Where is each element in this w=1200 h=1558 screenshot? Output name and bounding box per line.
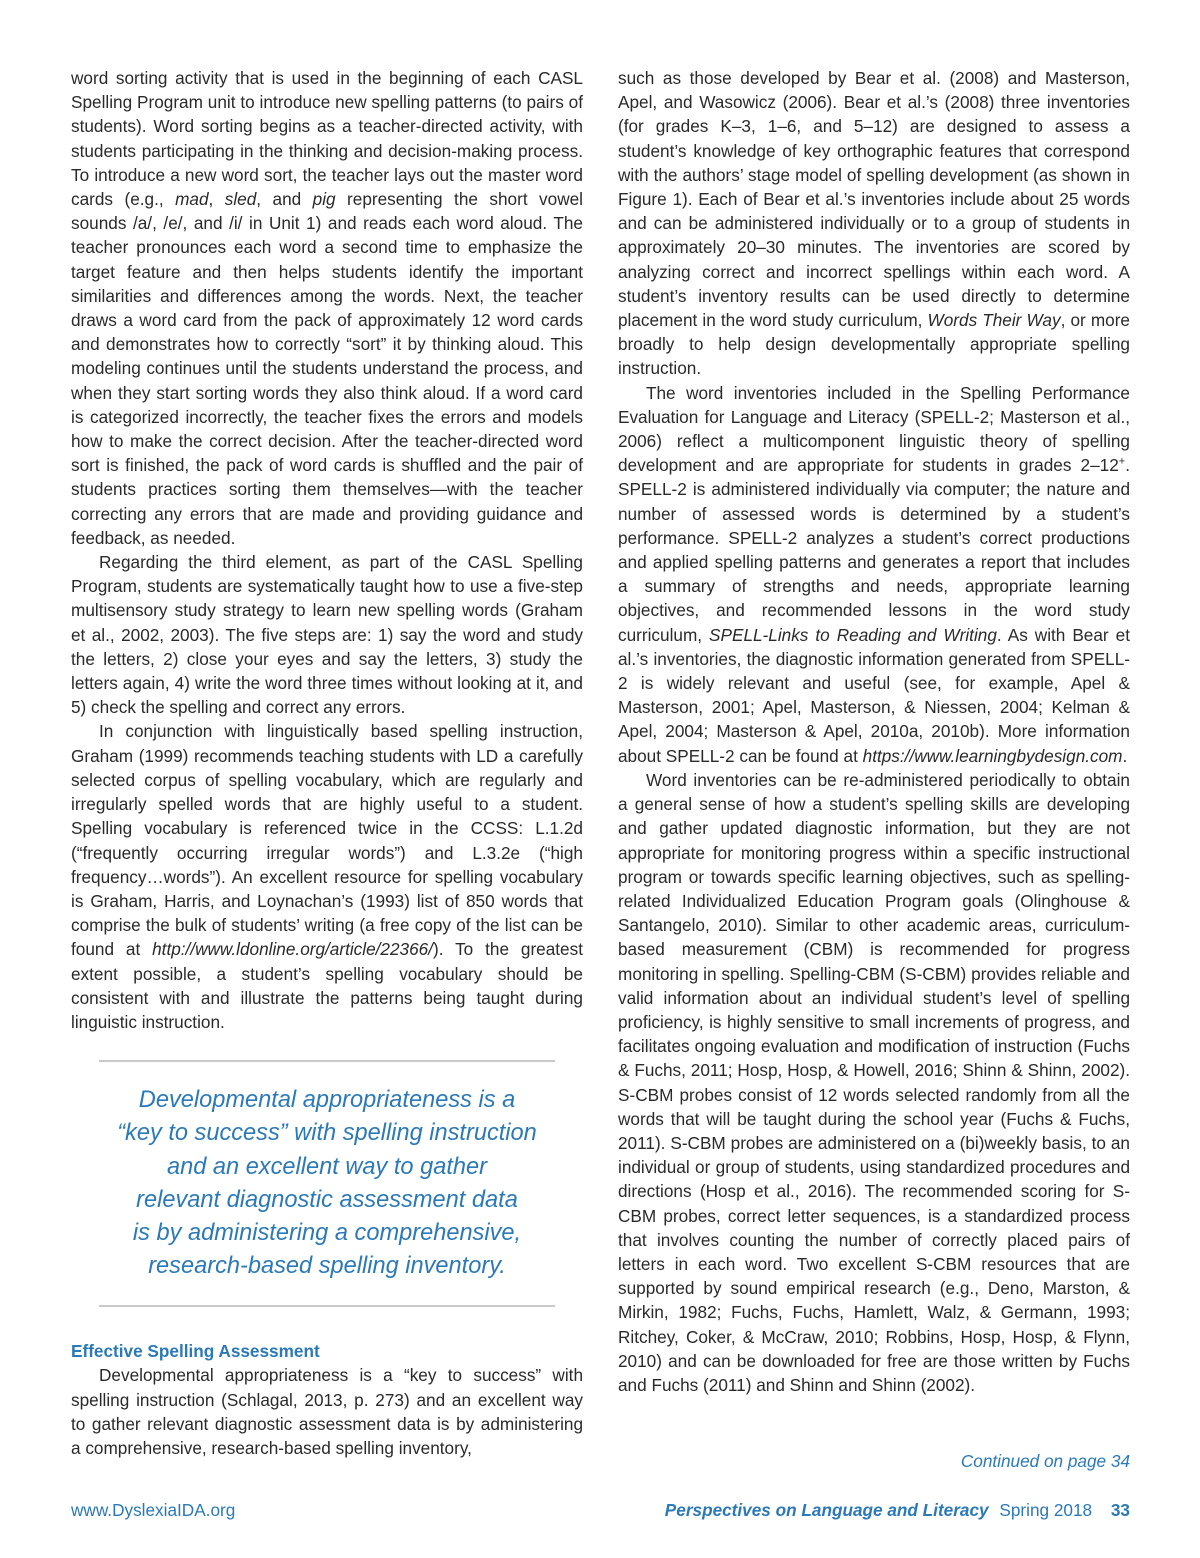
left-column <box>71 66 583 1460</box>
pull-quote <box>99 1060 555 1307</box>
ldonline-link[interactable]: http://www.ldonline.org/article/22366/ <box>152 939 434 960</box>
left-paragraph-3: In conjunction with linguistically based spelling instruction, Graham (1999) recommends teaching students with LD a carefully selected corpus of spelling vocabulary, which are regularly and irregularly spelled words that are highly useful to a student. Spelling vocabulary is referenced twice in the CCSS: L.1.2d (“frequently occurring irregular words”) and L.3.2e (“high frequency…words”). An excellent resource for spelling vocabulary is Graham, Harris, and Loynachan’s (1993) list of 850 words that comprise the bulk of students’ writing (a free copy of the list can be found at http://www.ldonline.org/article/22366/). To the greatest extent possible, a student’s spelling vocabulary should be consistent with and illustrate the patterns being taught during linguistic instruction. <box>71 721 583 1032</box>
pull-quote-line: “key to success” with spelling instruction <box>117 1120 537 1147</box>
continued-on-page[interactable]: Continued on page 34 <box>960 1451 1130 1471</box>
page-number: 33 <box>1110 1500 1130 1520</box>
right-column <box>618 66 1130 1397</box>
footer-publication-info <box>665 1500 1130 1521</box>
page-footer <box>71 1500 1130 1526</box>
pull-quote-line: Developmental appropriateness is a <box>138 1087 516 1114</box>
pull-quote-line: is by administering a comprehensive, <box>132 1219 522 1246</box>
pull-quote-line: relevant diagnostic assessment data <box>136 1186 518 1213</box>
left-paragraph-2: Regarding the third element, as part of the CASL Spelling Program, students are systematically taught how to use a five-step multisensory study strategy to learn new spelling words (Graham et al., 2002, 2003). The five steps are: 1) say the word and study the letters, 2) close your eyes and say the letters, 3) study the letters again, 4) write the word three times without looking at it, and 5) check the spelling and correct any errors. <box>71 552 583 718</box>
footer-website[interactable]: www.DyslexiaIDA.org <box>71 1500 236 1520</box>
left-paragraph-4: Developmental appropriateness is a “key to success” with spelling instruction (Schlagal, 2013, p. 273) and an excellent way to gather relevant diagnostic assessment data is by administering a comprehensive, research-based spelling inventory, <box>71 1365 583 1458</box>
footer-publication: Perspectives on Language and Literacy <box>664 1500 989 1520</box>
left-paragraph-1: word sorting activity that is used in the beginning of each CASL Spelling Program unit to introduce new spelling patterns (to pairs of students). Word sorting begins as a teacher-directed activity, with students participating in the thinking and decision-making process. To introduce a new word sort, the teacher lays out the master word cards (e.g., mad, sled, and pig representing the short vowel sounds /a/, /e/, and /i/ in Unit 1) and reads each word aloud. The teacher pronounces each word a second time to emphasize the target feature and then helps students identify the important similarities and differences among the words. Next, the teacher draws a word card from the pack of approximately 12 word cards and demonstrates how to correctly “sort” it by thinking aloud. This modeling continues until the students understand the process, and when they start sorting words they also think aloud. If a word card is categorized incorrectly, the teacher fixes the errors and models how to make the correct decision. After the teacher-directed word sort is finished, the pack of word cards is shuffled and the pair of students practices sorting them themselves—with the teacher correcting any errors that are made and providing guidance and feedback, as needed. <box>71 68 583 548</box>
pull-quote-line: and an excellent way to gather <box>166 1153 488 1180</box>
right-paragraph-3: Word inventories can be re-administered periodically to obtain a general sense of how a student’s spelling skills are developing and gather updated diagnostic information, but they are not appropriate for monitoring progress within a specific instructional program or towards specific learning objectives, such as spelling-related Individualized Education Program goals (Olinghouse & Santangelo, 2010). Similar to other academic areas, curriculum-based measurement (CBM) is recommended for progress monitoring in spelling. Spelling-CBM (S-CBM) provides reliable and valid information about an individual student’s level of spelling proficiency, is highly sensitive to small increments of progress, and facilitates ongoing evaluation and modification of instruction (Fuchs & Fuchs, 2011; Hosp, Hosp, & Howell, 2016; Shinn & Shinn, 2002). S-CBM probes consist of 12 words selected randomly from all the words that will be taught during the school year (Fuchs & Fuchs, 2011). S-CBM probes are administered on a (bi)weekly basis, to an individual or group of students, using standardized procedures and directions (Hosp et al., 2016). The recommended scoring for S-CBM probes, correct letter sequences, is a standardized process that involves counting the number of correctly placed pairs of letters in each word. Two excellent S-CBM resources that are supported by sound empirical research (e.g., Deno, Marston, & Mirkin, 1982; Fuchs, Fuchs, Hamlett, Walz, & Germann, 1993; Ritchey, Coker, & McCraw, 2010; Robbins, Hosp, Hosp, & Flynn, 2010) and can be downloaded for free are those written by Fuchs and Fuchs (2011) and Shinn and Shinn (2002). <box>618 769 1130 1395</box>
right-paragraph-1: such as those developed by Bear et al. (2008) and Masterson, Apel, and Wasowicz (2006). Bear et al.’s (2008) three inventories (for grades K–3, 1–6, and 5–12) are designed to assess a student’s knowledge of key orthographic features that correspond with the authors’ stage model of spelling development (as shown in Figure 1). Each of Bear et al.’s inventories include about 25 words and can be administered individually or to a group of students in approximately 20–30 minutes. The inventories are scored by analyzing correct and incorrect spellings within each word. A student’s inventory results can be used directly to determine placement in the word study curriculum, Words Their Way, or more broadly to help design developmentally appropriate spelling instruction. <box>618 68 1130 379</box>
section-heading: Effective Spelling Assessment <box>71 1341 320 1362</box>
learningbydesign-link[interactable]: https://www.learningbydesign.com <box>862 745 1123 766</box>
right-paragraph-2: The word inventories included in the Spelling Performance Evaluation for Language and Literacy (SPELL-2; Masterson et al., 2006) reflect a multicomponent linguistic theory of spelling development and are appropriate for students in grades 2–12+. SPELL-2 is administered individually via computer; the nature and number of assessed words is determined by a student’s performance. SPELL-2 analyzes a student’s correct productions and applied spelling patterns and generates a report that includes a summary of strengths and needs, appropriate learning objectives, and recommended lessons in the word study curriculum, SPELL-Links to Reading and Writing. As with Bear et al.’s inventories, the diagnostic information generated from SPELL-2 is widely relevant and useful (see, for example, Apel & Masterson, 2001; Apel, Masterson, & Niessen, 2004; Kelman & Apel, 2004; Masterson & Apel, 2010a, 2010b). More information about SPELL-2 can be found at https://www.learningbydesign.com. <box>618 382 1130 766</box>
footer-issue: Spring 2018 <box>999 1500 1093 1520</box>
pull-quote-line: research-based spelling inventory. <box>148 1253 506 1280</box>
